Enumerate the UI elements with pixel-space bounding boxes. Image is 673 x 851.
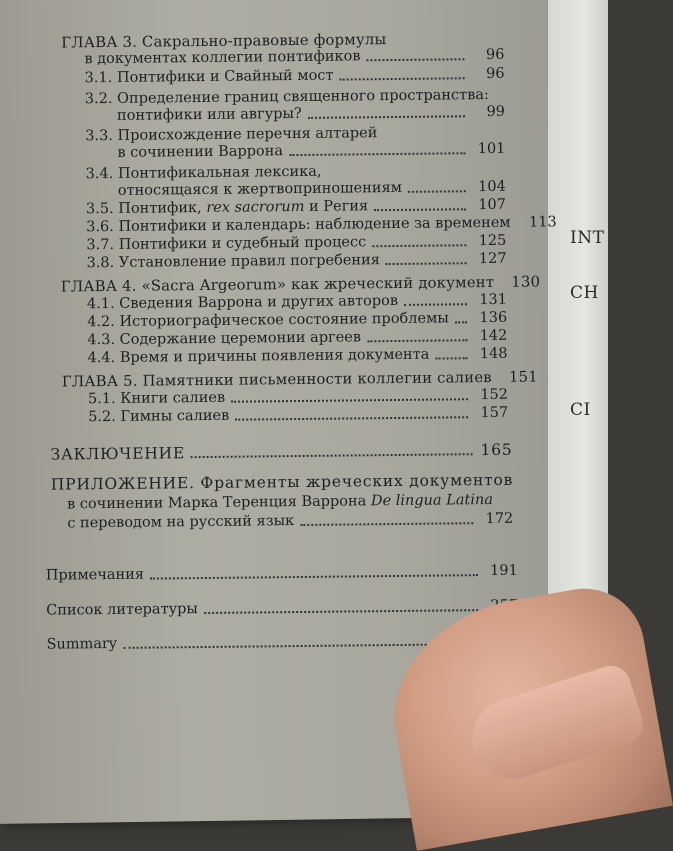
- bibliography-entry: [46, 598, 518, 620]
- section-number: 4.2.: [87, 314, 115, 330]
- section-title: Время и причины появления документа: [120, 347, 430, 366]
- section-title: Сведения Варрона и других авторов: [119, 293, 398, 312]
- dot-leader: [366, 57, 464, 61]
- appendix-title-text: в сочинении Марка Теренция Варрона: [67, 493, 371, 512]
- section-title: Содержание церемонии аргеев: [120, 329, 362, 348]
- section-number: 3.6.: [86, 219, 114, 235]
- section-title: Происхождение перечня алтарей: [117, 125, 377, 144]
- right-page-fragment: INT: [570, 228, 604, 248]
- page-number: 152: [474, 387, 508, 404]
- toc-entry: [87, 346, 507, 367]
- page-number: 157: [474, 405, 508, 422]
- chapter-title: ГЛАВА 4. «Sacra Argeorum» как жреческий документ: [61, 274, 495, 296]
- dot-leader: [308, 114, 465, 119]
- section-number: 3.8.: [86, 255, 114, 271]
- dot-leader: [204, 608, 478, 614]
- dot-leader: [231, 397, 468, 402]
- page-number: 101: [471, 141, 505, 158]
- notes-entry: [46, 563, 518, 585]
- conclusion-entry: [50, 442, 512, 464]
- toc-entry: [86, 251, 506, 272]
- chapter-title: ГЛАВА 3. Сакрально-правовые формулы: [61, 31, 386, 51]
- dot-leader: [404, 302, 467, 306]
- page-number: 104: [472, 179, 506, 196]
- dot-leader: [339, 76, 464, 80]
- page-number: 130: [506, 273, 540, 290]
- section-title: в сочинении Варрона: [117, 143, 283, 162]
- appendix-title-cont: [67, 492, 493, 513]
- dot-leader: [372, 243, 466, 247]
- appendix-title: ПРИЛОЖЕНИЕ. Фрагменты жреческих документов: [51, 472, 513, 494]
- section-number: 3.1.: [85, 70, 113, 86]
- page-number: 125: [472, 233, 506, 250]
- section-title: Понтифик,: [118, 200, 206, 217]
- appendix-entry: [67, 511, 513, 533]
- section-number: 3.2.: [85, 91, 113, 107]
- page-number: 151: [504, 369, 538, 386]
- dot-leader: [455, 320, 467, 323]
- page-number: 165: [478, 442, 512, 459]
- entry-title: в документах коллегии понтификов: [84, 48, 360, 68]
- page-number: 172: [479, 511, 513, 528]
- section-title: Книги салиев: [120, 390, 225, 407]
- section-title: Понтифики и Свайный мост: [117, 68, 334, 86]
- entry-title: Список литературы: [46, 601, 198, 620]
- page-number: 96: [471, 66, 505, 83]
- section-title: Понтификальная лексика,: [118, 164, 322, 182]
- dot-leader: [235, 415, 468, 420]
- toc-entry: [88, 405, 508, 426]
- section-title: относящаяся к жертвоприношениям: [118, 180, 402, 200]
- page-number: 136: [473, 310, 507, 327]
- section-title: понтифики или авгуры?: [117, 106, 302, 125]
- section-number: 5.2.: [88, 409, 116, 425]
- toc-entry: [84, 47, 504, 68]
- section-number: 3.7.: [86, 237, 114, 253]
- toc-entry: [85, 66, 505, 87]
- section-title: Историографическое состояние проблемы: [119, 310, 449, 329]
- dot-leader: [374, 207, 466, 211]
- toc-entry-cont: [117, 141, 505, 162]
- page-number: 131: [473, 292, 507, 309]
- page-number: 99: [471, 104, 505, 121]
- section-title: и Регия: [304, 198, 368, 215]
- section-title: Определение границ священного пространства:: [117, 87, 489, 107]
- appendix-title-italic: De lingua Latina: [371, 492, 493, 509]
- page-number: 113: [523, 214, 557, 231]
- page-number: 148: [473, 346, 507, 363]
- section-title: Понтифики и календарь: наблюдение за временем: [118, 215, 510, 235]
- page-number: 191: [484, 563, 518, 580]
- section-number: 3.4.: [86, 166, 114, 182]
- section-number: 5.1.: [88, 391, 116, 407]
- entry-title: ЗАКЛЮЧЕНИЕ: [50, 445, 185, 463]
- entry-title: Summary: [46, 636, 117, 654]
- section-number: 3.3.: [85, 128, 113, 144]
- page-number: 107: [472, 197, 506, 214]
- section-title: Гимны салиев: [120, 408, 229, 425]
- section-number: 4.1.: [87, 296, 115, 312]
- section-title: Понтифики и судебный процесс: [119, 234, 367, 253]
- section-title-italic: rex sacrorum: [206, 199, 304, 216]
- section-number: 4.3.: [87, 332, 115, 348]
- entry-title: с переводом на русский язык: [67, 513, 294, 532]
- dot-leader: [191, 452, 473, 458]
- dot-leader: [386, 261, 467, 265]
- section-number: 4.4.: [87, 350, 115, 366]
- page-number: 142: [473, 328, 507, 345]
- entry-title: Примечания: [46, 567, 144, 585]
- chapter-title: ГЛАВА 5. Памятники письменности коллегии салиев: [62, 369, 492, 391]
- dot-leader: [150, 573, 478, 579]
- right-page-fragment: CI: [570, 400, 591, 420]
- toc-entry-cont: [117, 104, 505, 125]
- right-page-fragment: CH: [570, 283, 599, 303]
- section-number: 3.5.: [86, 201, 114, 217]
- dot-leader: [408, 189, 466, 193]
- dot-leader: [435, 356, 467, 359]
- page-number: 127: [472, 251, 506, 268]
- dot-leader: [367, 338, 467, 342]
- dot-leader: [289, 151, 465, 156]
- section-title: Установление правил погребения: [119, 252, 380, 271]
- dot-leader: [300, 521, 473, 526]
- page-number: 96: [470, 47, 504, 64]
